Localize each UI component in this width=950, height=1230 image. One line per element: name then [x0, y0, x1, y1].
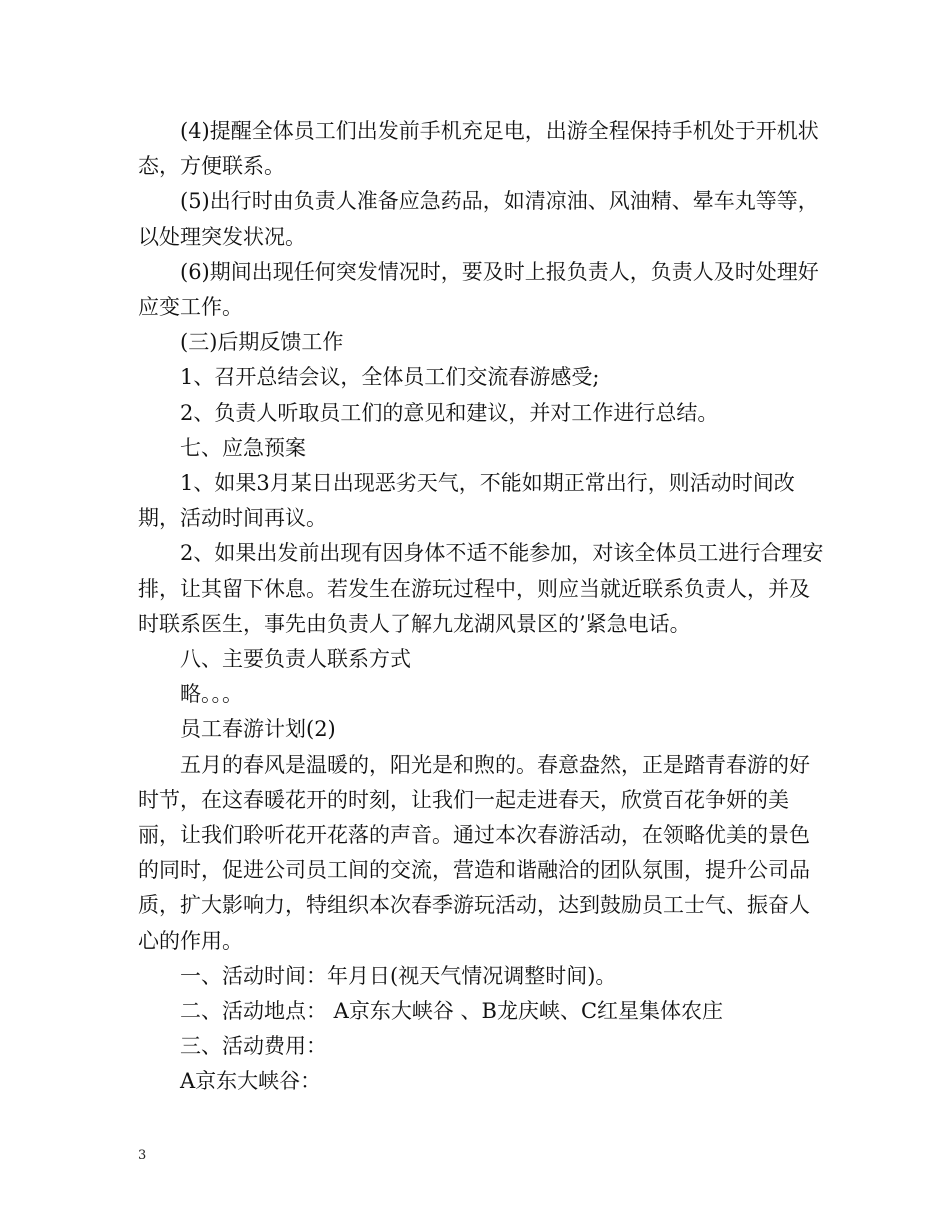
paragraph-contingency-1: 1、如果3月某日出现恶劣天气，不能如期正常出行，则活动时间改期，活动时间再议。	[138, 471, 795, 531]
paragraph-feedback-1: 1、召开总结会议，全体员工们交流春游感受;	[180, 365, 600, 390]
paragraph-contingency-2: 2、如果出发前出现有因身体不适不能参加，对该全体员工进行合理安排，让其留下休息。若发生在游玩过程中，则应当就近联系负责人，并及时联系医生，事先由负责人了解九龙湖风景区的’紧急电话。	[138, 541, 824, 636]
section-heading-contingency: 七、应急预案	[180, 435, 306, 460]
paragraph-cost-option-a: A京东大峡谷：	[180, 1069, 322, 1094]
paragraph-feedback-2: 2、负责人听取员工们的意见和建议，并对工作进行总结。	[180, 400, 719, 425]
paragraph-item-5-medicine: (5)出行时由负责人准备应急药品，如清凉油、风油精、晕车丸等等，以处理突发状况。	[138, 189, 819, 249]
paragraph-item-4-reminder: (4)提醒全体员工们出发前手机充足电，出游全程保持手机处于开机状态，方便联系。	[138, 119, 819, 179]
section-heading-feedback: (三)后期反馈工作	[180, 330, 344, 355]
paragraph-activity-location: 二、活动地点： A京东大峡谷 、B龙庆峡、C红星集体农庄	[180, 999, 724, 1024]
paragraph-item-6-emergency: (6)期间出现任何突发情况时，要及时上报负责人，负责人及时处理好应变工作。	[138, 259, 819, 320]
section-heading-contacts: 八、主要负责人联系方式	[180, 647, 411, 672]
page-number: 3	[138, 1148, 147, 1163]
paragraph-omitted: 略。。。	[180, 682, 243, 707]
document-subtitle: 员工春游计划(2)	[180, 717, 336, 742]
paragraph-activity-time: 一、活动时间：年月日(视天气情况调整时间)。	[180, 963, 617, 988]
paragraph-introduction: 五月的春风是温暖的，阳光是和煦的。春意盎然，正是踏青春游的好时节，在这春暖花开的时刻，让我们一起走进春天，欣赏百花争妍的美丽，让我们聆听花开花落的声音。通过本次春游活动，在领略优美的景色的同时，促进公司员工间的交流，营造和谐融洽的团队氛围，提升公司品质，扩大影响力，特组织本次春季游玩活动，达到鼓励员工士气、振奋人心的作用。	[138, 752, 810, 953]
paragraph-activity-cost: 三、活动费用：	[180, 1034, 327, 1059]
document-body	[138, 114, 828, 1100]
